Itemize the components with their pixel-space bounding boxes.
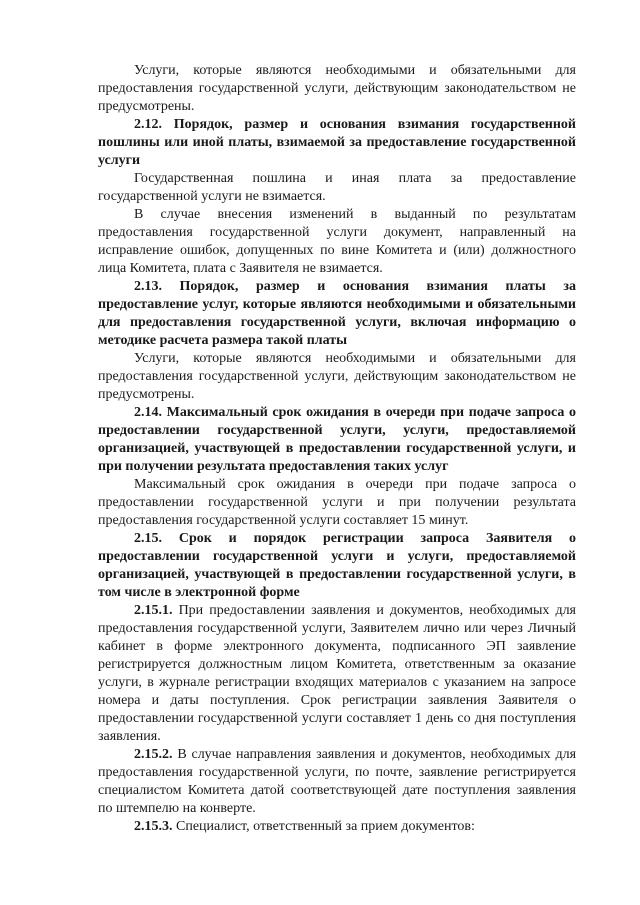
paragraph-2-15-2 bbox=[98, 746, 576, 818]
item-number-2-15-3: 2.15.3. bbox=[134, 819, 173, 834]
paragraph-2-15-1 bbox=[98, 602, 576, 746]
item-number-2-15-2: 2.15.2. bbox=[134, 747, 173, 762]
item-text-2-15-2: В случае направления заявления и документов, необходимых для предоставления государственной услуги, по почте, заявление регистрируется специалистом Комитета датой соответствующей дате поступления заявления по штемпелю на конверте. bbox=[98, 747, 577, 816]
item-text-2-15-1: При предоставлении заявления и документов, необходимых для предоставления государственной услуги, Заявителем лично или через Личный кабинет в форме электронного документа, подписанного ЭП заявление регистрируется должностным лицом Комитета, ответственным за оказание услуги, в журнале регистрации входящих материалов с указанием на запросе номера и даты поступления. Срок регистрации заявления Заявителя о предоставлении государственной услуги составляет 1 день со дня поступления заявления. bbox=[98, 603, 576, 744]
paragraph-queue-time: Максимальный срок ожидания в очереди при подаче запроса о предоставлении государственной услуги и при получении результата предоставления государственной услуги составляет 15 минут. bbox=[98, 477, 576, 528]
paragraph-fee-not-charged: Государственная пошлина и иная плата за предоставление государственной услуги не взимается. bbox=[98, 171, 576, 204]
heading-2-13: 2.13. Порядок, размер и основания взимания платы за предоставление услуг, которые являются необходимыми и обязательными для предоставления государственной услуги, включая информацию о методике расчета размера такой платы bbox=[98, 279, 576, 348]
document-body bbox=[98, 62, 576, 836]
paragraph-2-15-3 bbox=[98, 818, 576, 836]
item-number-2-15-1: 2.15.1. bbox=[134, 603, 173, 618]
paragraph-services-not-provided-2: Услуги, которые являются необходимыми и обязательными для предоставления государственной услуги, действующим законодательством не предусмотрены. bbox=[98, 351, 576, 402]
paragraph-correction-no-fee: В случае внесения изменений в выданный по результатам предоставления государственной услуги документ, направленный на исправление ошибок, допущенных по вине Комитета и (или) должностного лица Комитета, плата с Заявителя не взимается. bbox=[98, 207, 576, 276]
heading-2-15: 2.15. Срок и порядок регистрации запроса Заявителя о предоставлении государственной услуги и услуги, предоставляемой организацией, участвующей в предоставлении государственной услуги, в том числе в электронной форме bbox=[98, 531, 576, 600]
heading-2-12: 2.12. Порядок, размер и основания взимания государственной пошлины или иной платы, взимаемой за предоставление государственной услуги bbox=[98, 117, 576, 168]
item-text-2-15-3: Специалист, ответственный за прием документов: bbox=[176, 819, 475, 834]
paragraph-services-not-provided-1: Услуги, которые являются необходимыми и обязательными для предоставления государственной услуги, действующим законодательством не предусмотрены. bbox=[98, 63, 576, 114]
heading-2-14: 2.14. Максимальный срок ожидания в очереди при подаче запроса о предоставлении государственной услуги, услуги, предоставляемой организацией, участвующей в предоставлении государственной услуги, и при получении результата предоставления таких услуг bbox=[98, 405, 576, 474]
